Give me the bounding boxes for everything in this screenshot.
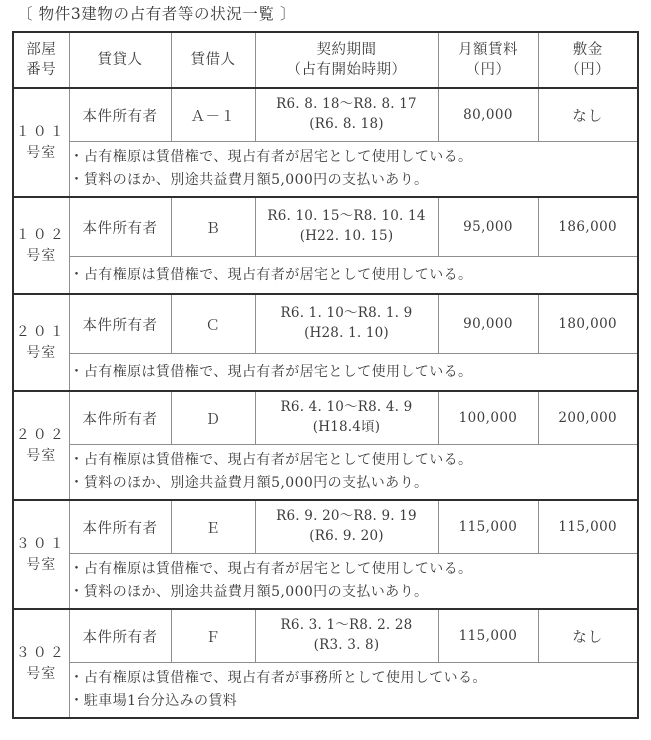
cell-contract-term (255, 609, 438, 663)
column-header-lessee: 賃借人 (171, 32, 255, 88)
table-notes-row (13, 257, 638, 295)
table-row (13, 88, 638, 142)
cell-contract-term (255, 500, 438, 554)
contract-period-value: R6. 10. 15〜R8. 10. 14 (267, 208, 426, 225)
room-number-suffix: 号室 (26, 144, 57, 161)
table-row (13, 391, 638, 445)
column-header-term-line2: （占有開始時期） (286, 62, 407, 78)
room-number-value: ２０２ (15, 426, 67, 443)
column-header-rent (438, 32, 538, 88)
table-notes-row (13, 445, 638, 501)
column-header-deposit (538, 32, 638, 88)
column-header-room-line1: 部屋 (26, 42, 57, 58)
cell-contract-term (255, 294, 438, 354)
note-line: ・賃料のほか、別途共益費月額5,000円の支払いあり。 (69, 475, 429, 491)
column-header-room-line2: 番号 (26, 62, 57, 78)
room-number-value: １０２ (15, 226, 67, 243)
occupancy-start-value: (H28. 1. 10) (304, 325, 389, 341)
cell-room-number (13, 294, 69, 391)
table-notes-row (13, 554, 638, 610)
cell-deposit: なし (538, 88, 638, 142)
column-header-lessor: 賃貸人 (69, 32, 171, 88)
room-number-suffix: 号室 (26, 556, 57, 573)
cell-lessor: 本件所有者 (69, 88, 171, 142)
cell-deposit: 180,000 (538, 294, 638, 354)
note-line: ・占有権原は賃借権で、現占有者が事務所として使用している。 (69, 670, 487, 687)
occupancy-start-value: (R6. 8. 18) (309, 116, 384, 132)
cell-lessor: 本件所有者 (69, 609, 171, 663)
column-header-deposit-line2: （円） (565, 62, 611, 78)
table-notes-row (13, 142, 638, 198)
cell-notes (69, 663, 638, 719)
occupancy-start-value: (R3. 3. 8) (313, 637, 380, 653)
cell-lessor: 本件所有者 (69, 197, 171, 257)
cell-notes (69, 142, 638, 198)
occupancy-start-value: (R6. 9. 20) (309, 528, 384, 544)
note-line: ・占有権原は賃借権で、現占有者が居宅として使用している。 (69, 266, 473, 283)
room-number-suffix: 号室 (26, 447, 57, 464)
note-line: ・占有権原は賃借権で、現占有者が居宅として使用している。 (69, 363, 473, 380)
cell-lessee: Ｃ (171, 294, 255, 354)
room-number-value: ３０２ (15, 644, 67, 661)
note-line: ・占有権原は賃借権で、現占有者が居宅として使用している。 (69, 452, 473, 469)
cell-room-number (13, 500, 69, 609)
cell-room-number (13, 88, 69, 197)
table-notes-row (13, 354, 638, 392)
cell-room-number (13, 609, 69, 718)
cell-lessee: Ｄ (171, 391, 255, 445)
cell-contract-term (255, 197, 438, 257)
room-number-value: ２０１ (15, 323, 67, 340)
note-line: ・賃料のほか、別途共益費月額5,000円の支払いあり。 (69, 172, 429, 188)
occupancy-start-value: (H18.4頃) (312, 419, 381, 435)
note-line: ・賃料のほか、別途共益費月額5,000円の支払いあり。 (69, 584, 429, 600)
cell-lessor: 本件所有者 (69, 391, 171, 445)
contract-period-value: R6. 3. 1〜R8. 2. 28 (280, 617, 413, 634)
cell-room-number (13, 391, 69, 500)
cell-monthly-rent: 90,000 (438, 294, 538, 354)
cell-room-number (13, 197, 69, 294)
cell-lessor: 本件所有者 (69, 294, 171, 354)
cell-monthly-rent: 95,000 (438, 197, 538, 257)
column-header-room (13, 32, 69, 88)
cell-deposit: なし (538, 609, 638, 663)
column-header-term (255, 32, 438, 88)
room-number-value: １０１ (15, 123, 67, 140)
table-row (13, 609, 638, 663)
room-number-suffix: 号室 (26, 344, 57, 361)
room-number-suffix: 号室 (26, 247, 57, 264)
column-header-term-line1: 契約期間 (316, 42, 377, 58)
room-number-value: ３０１ (15, 535, 67, 552)
note-line: ・駐車場1台分込みの賃料 (69, 693, 238, 709)
column-header-deposit-line1: 敷金 (572, 42, 603, 58)
cell-monthly-rent: 115,000 (438, 609, 538, 663)
contract-period-value: R6. 8. 18〜R8. 8. 17 (276, 96, 417, 113)
cell-monthly-rent: 100,000 (438, 391, 538, 445)
occupancy-table (12, 31, 639, 719)
table-header (13, 32, 638, 88)
cell-deposit: 115,000 (538, 500, 638, 554)
header-row (13, 32, 638, 88)
table-body (13, 88, 638, 718)
contract-period-value: R6. 4. 10〜R8. 4. 9 (280, 399, 413, 416)
cell-notes (69, 445, 638, 501)
cell-lessee: Ｅ (171, 500, 255, 554)
cell-notes (69, 554, 638, 610)
cell-lessee: Ｆ (171, 609, 255, 663)
cell-contract-term (255, 88, 438, 142)
table-notes-row (13, 663, 638, 719)
cell-monthly-rent: 80,000 (438, 88, 538, 142)
note-line: ・占有権原は賃借権で、現占有者が居宅として使用している。 (69, 149, 473, 166)
column-header-rent-line1: 月額賃料 (458, 42, 518, 58)
table-row (13, 197, 638, 257)
table-row (13, 294, 638, 354)
column-header-rent-line2: （円） (465, 62, 511, 78)
cell-monthly-rent: 115,000 (438, 500, 538, 554)
contract-period-value: R6. 1. 10〜R8. 1. 9 (280, 305, 413, 322)
contract-period-value: R6. 9. 20〜R8. 9. 19 (276, 508, 417, 525)
cell-notes (69, 257, 638, 295)
page-title: 〔 物件3建物の占有者等の状況一覧 〕 (17, 5, 297, 23)
note-line: ・占有権原は賃借権で、現占有者が居宅として使用している。 (69, 561, 473, 578)
cell-deposit: 200,000 (538, 391, 638, 445)
cell-contract-term (255, 391, 438, 445)
cell-deposit: 186,000 (538, 197, 638, 257)
cell-lessee: Ａ－１ (171, 88, 255, 142)
cell-lessee: Ｂ (171, 197, 255, 257)
cell-notes (69, 354, 638, 392)
occupancy-start-value: (H22. 10. 15) (299, 228, 394, 244)
room-number-suffix: 号室 (26, 665, 57, 682)
cell-lessor: 本件所有者 (69, 500, 171, 554)
table-row (13, 500, 638, 554)
